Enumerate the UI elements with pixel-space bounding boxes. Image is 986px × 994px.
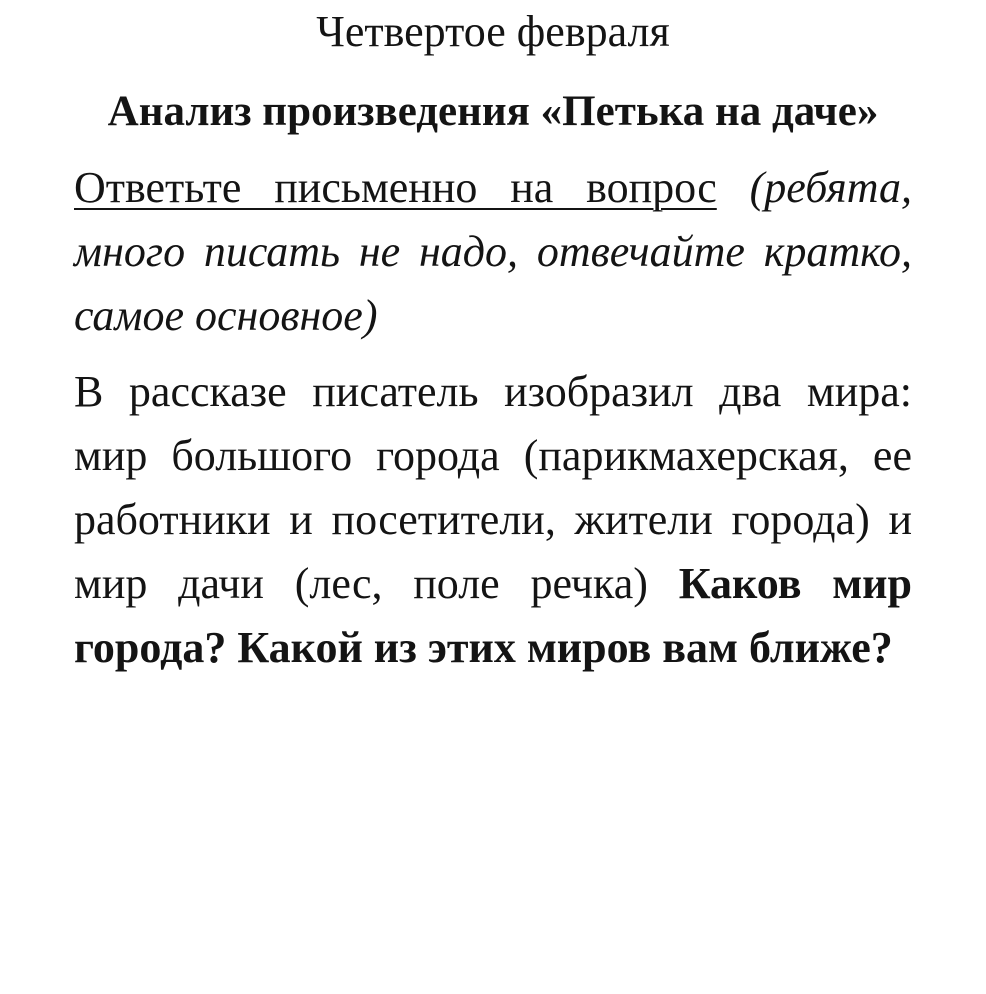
instruction-italic-note: (ребята, много писать не надо, отвечайте кратко, самое основное) — [74, 163, 913, 340]
body-paragraph — [74, 360, 912, 680]
question-city-world: Каков мир города? — [74, 559, 912, 672]
question-closer-world: Какой из этих миров вам ближе? — [237, 623, 893, 672]
instruction-paragraph — [74, 156, 912, 348]
body-plain-text: В рассказе писатель изобразил два мира: мир большого города (парикмахерская, ее работники и посетители, жители города) и мир дачи (лес, поле речка) — [74, 367, 912, 608]
instruction-underlined-text: Ответьте письменно на вопрос — [74, 163, 717, 212]
document-title: Анализ произведения «Петька на даче» — [107, 88, 879, 135]
document-page — [0, 6, 986, 994]
document-date: Четвертое февраля — [316, 7, 670, 56]
